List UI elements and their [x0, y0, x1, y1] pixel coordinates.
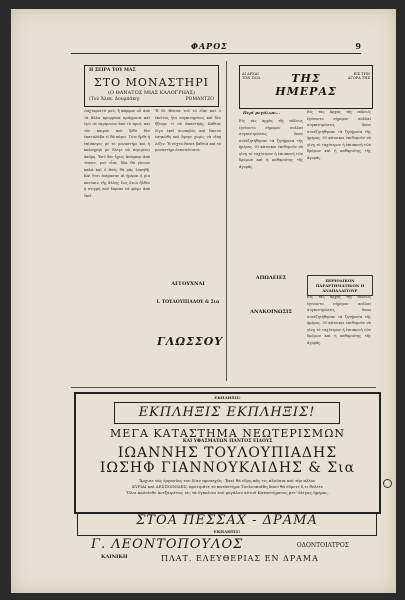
serial-title: ΣΤΟ ΜΟΝΑΣΤΗΡΙ: [94, 76, 209, 89]
newspaper-page: [11, 9, 396, 593]
stoa-banner: [77, 512, 377, 536]
periodical-box-title: ΠΕΡΙΟΔΙΚΟΝ ΠΑΡΑΡΤΗΜΑΤΙΚΟΝ Η ΑΝΑΠΑΛΑΙΤΟΥΡ: [307, 275, 373, 296]
company-title: Ι. ΤΟΥΛΟΥΠΙΑΔΟΥ & Σια: [156, 300, 220, 305]
store-advertisement: [74, 392, 381, 514]
column-divider-left: [226, 61, 227, 381]
section-title: Περί μεγάλων...: [243, 110, 280, 115]
periodical-box-text: Εἰς τὰς ἀρχὰς τῆς πόλεως ἐγένοντο σήμερον πολλαὶ συγκεντρώσεις ὅπου συνεζητήθησαν τὰ ζητήματα τῆς ἡμέρας. Οἱ κάτοικοι ἐπιθυμοῦν νὰ γίνῃ τὸ ταχύτερον ἡ ἐπισκευὴ τῶν δρόμων καὶ ἡ καθαριότης τῆς ἀγορᾶς.: [307, 295, 371, 345]
ad-body: [84, 478, 371, 496]
ad-body-line-3: Ὅλοι καλεῖσθε ἀνεξαιρέτως εἰς τὰ ἐγκαίνια τοῦ μεγάλου αὐτοῦ Καταστήματος μετ' ὀλίγας ἡμέρας.: [126, 490, 329, 495]
serial-author: (Τοῦ Ἀλεκ. Δουμπάκη): [89, 97, 140, 102]
ad-body-line-2: ΚΥΡΙΑΙ καὶ ΔΕΣΠΟΙΝΙΔΕΣ, προτιμᾶτε τὸ κατάστημα Τουλουπιάδη ὅπου θὰ εὕρετε ὅ,τι θέλετε: [132, 484, 323, 489]
dentist-role: ΟΔΟΝΤΟΙΑΤΡΟΣ: [296, 542, 349, 549]
stoa-ekplixis: ΕΚΠΛΗΞΙΣ!: [213, 529, 241, 534]
stoa-location: ΣΤΟΑ ΠΕΣΣΑΧ - ΔΡΑΜΑ: [136, 513, 318, 528]
clinic-address: ΠΛΑΤ. ΕΛΕΥΘΕΡΙΑΣ ΕΝ ΔΡΑΜΑ: [161, 554, 319, 563]
ad-store-goods: ΚΑΙ ΥΦΑΣΜΑΤΩΝ ΠΑΝΤΟΣ ΕΙΔΟΥΣ: [182, 439, 273, 444]
losses-title: ΑΠΩΛΕΙΕΣ: [255, 275, 287, 281]
page-header: [71, 39, 361, 54]
serial-subtitle: (Ο ΘΑΝΑΤΟΣ ΜΙΑΣ ΚΑΛΟΓΡΗΑΣ): [107, 90, 196, 96]
binding-hole-icon: [383, 479, 392, 488]
column-of-the-day-box: [239, 65, 373, 109]
notice-title: ΑΓΓΟΥΧΝΑΙ: [171, 281, 205, 287]
ad-owner-2: ΙΩΣΗΦ ΓΙΑΝΝΟΥΚΛΙΔΗΣ & Σια: [99, 460, 356, 476]
ad-body-line-1: Ἄρχισε τὰς ἐργασίας του λίαν προσεχῶς. Ἐκεῖ θὰ εὕρη πᾶς τις πλούσια καὶ τὴν πλέον: [139, 478, 316, 483]
far-right-column-text: Εἰς τὰς ἀρχὰς τῆς πόλεως ἐγένοντο σήμερον πολλαὶ συγκεντρώσεις ὅπου συνεζητήθησαν τὰ ζητήματα τῆς ἡμέρας. Οἱ κάτοικοι ἐπιθυμοῦν νὰ γίνῃ τὸ ταχύτερον ἡ ἐπισκευὴ τῶν δρόμων καὶ ἡ καθαριότης τῆς ἀγορᾶς.: [307, 110, 371, 160]
left-note: ΑΙ ΑΡΧΑΙ ΤΩΝ ΠΟΛ.: [242, 72, 262, 80]
right-column-text: Εἰς τὰς ἀρχὰς τῆς πόλεως ἐγένοντο σήμερον πολλαὶ συγκεντρώσεις ὅπου συνεζητήθησαν τὰ ζητήματα τῆς ἡμέρας. Οἱ κάτοικοι ἐπιθυμοῦν νὰ γίνῃ τὸ ταχύτερον ἡ ἐπισκευὴ τῶν δρόμων καὶ ἡ καθαριότης τῆς ἀγορᾶς.: [239, 119, 303, 169]
serial-header-box: [84, 65, 219, 107]
announcement-title: ΑΝΑΚΟΙΝΩΣΙΣ: [250, 309, 292, 315]
serial-genre: ΡΟΜΑΝΤΖΟ: [185, 97, 214, 102]
ad-banner: ΕΚΠΛΗΞΙΣ ΕΚΠΛΗΞΙΣ!: [114, 402, 340, 424]
page-number: 9: [355, 41, 361, 51]
right-note: ΕΙΣ ΤΗΝ ΑΓΟΡΑ ΤΗΣ: [347, 72, 370, 80]
left-column-text: Λαχταριστὰ μοῦ, ἤ κάρφον οὗ ἀπὸ τὰ ἄλλα κρυμμένα πράγματα καὶ ἐγώ σὲ περίμενον ἀπὸ τὸ πρωί, καὶ τὸν καιρὸν ποὺ ἤλθε δὲν ἐκαταλάβα τί θὰ κάμω. Τότε ἤρθε ἡ ἐπίσκεψις μὲ τὸ μοναστήρι καὶ ἡ καλογρηὰ μὲ ἔλεγε νὰ περιμένω ἀκόμη. Ἐσὺ δὲν ἔχεις ἀνάγκην ἀπὸ τίποτε, μοῦ εἶπε, ὅλα θὰ γίνουν καλὰ καὶ ὁ Θεὸς θὰ μᾶς λυπηθῇ. Καὶ ἔτσι ἐπέρασαν αἱ ἡμέραι ἡ μία κατόπιν τῆς ἄλλης ἕως ὅτου ἦλθεν ἡ στιγμὴ ποὺ ἔπρεπε νὰ φύγω ἀπὸ ἐκεῖ.: [84, 109, 150, 198]
ad-store-type: ΜΕΓΑ ΚΑΤΑΣΤΗΜΑ ΝΕΩΤΕΡΙΣΜΩΝ: [110, 427, 345, 440]
dentist-advertisement: [71, 537, 371, 567]
newspaper-title: ΦΑΡΟΣ: [191, 41, 228, 51]
serial-author-line: [89, 97, 214, 102]
column-title: ΤΗΣ ΗΜΕΡΑΣ: [275, 72, 337, 98]
dentist-name: Γ. ΛΕΟΝΤΟΠΟΥΛΟΣ: [91, 537, 244, 552]
ad-owner-1: ΙΩΑΝΝΗΣ ΤΟΥΛΟΥΠΙΑΔΗΣ: [117, 445, 338, 461]
clinic-label: ΚΛΙΝΙΚΗ: [101, 554, 128, 560]
ad-top-rule: [71, 387, 376, 388]
ad-topline: ΕΚΠΛΗΞΙΣ!: [214, 395, 241, 400]
middle-column-text: Ἡ δὲ Θέσσα τοῦ τὸ εἶπε καὶ ὁ ἐκεῖνος ἦτο συγκινημένος καὶ δὲν ἤξευρε τί νὰ ἀπαντήσῃ. Κάθισε λίγο ἐκεῖ σιωπηλὸς καὶ ἔπειτα ἐσηκώθη καὶ ἔφυγε χωρὶς νὰ εἴπῃ λέξιν. Ἡ νύχτα ἔπεσε βαθειὰ καὶ τὸ μοναστήρι ἐσκοτείνιασε.: [155, 109, 221, 152]
serial-kicker: Η ΣΕΙΡΑ ΤΟΥ ΜΑΣ: [89, 68, 136, 73]
glossou-ad: ΓΛΩΣΣΟΥ: [157, 335, 224, 348]
